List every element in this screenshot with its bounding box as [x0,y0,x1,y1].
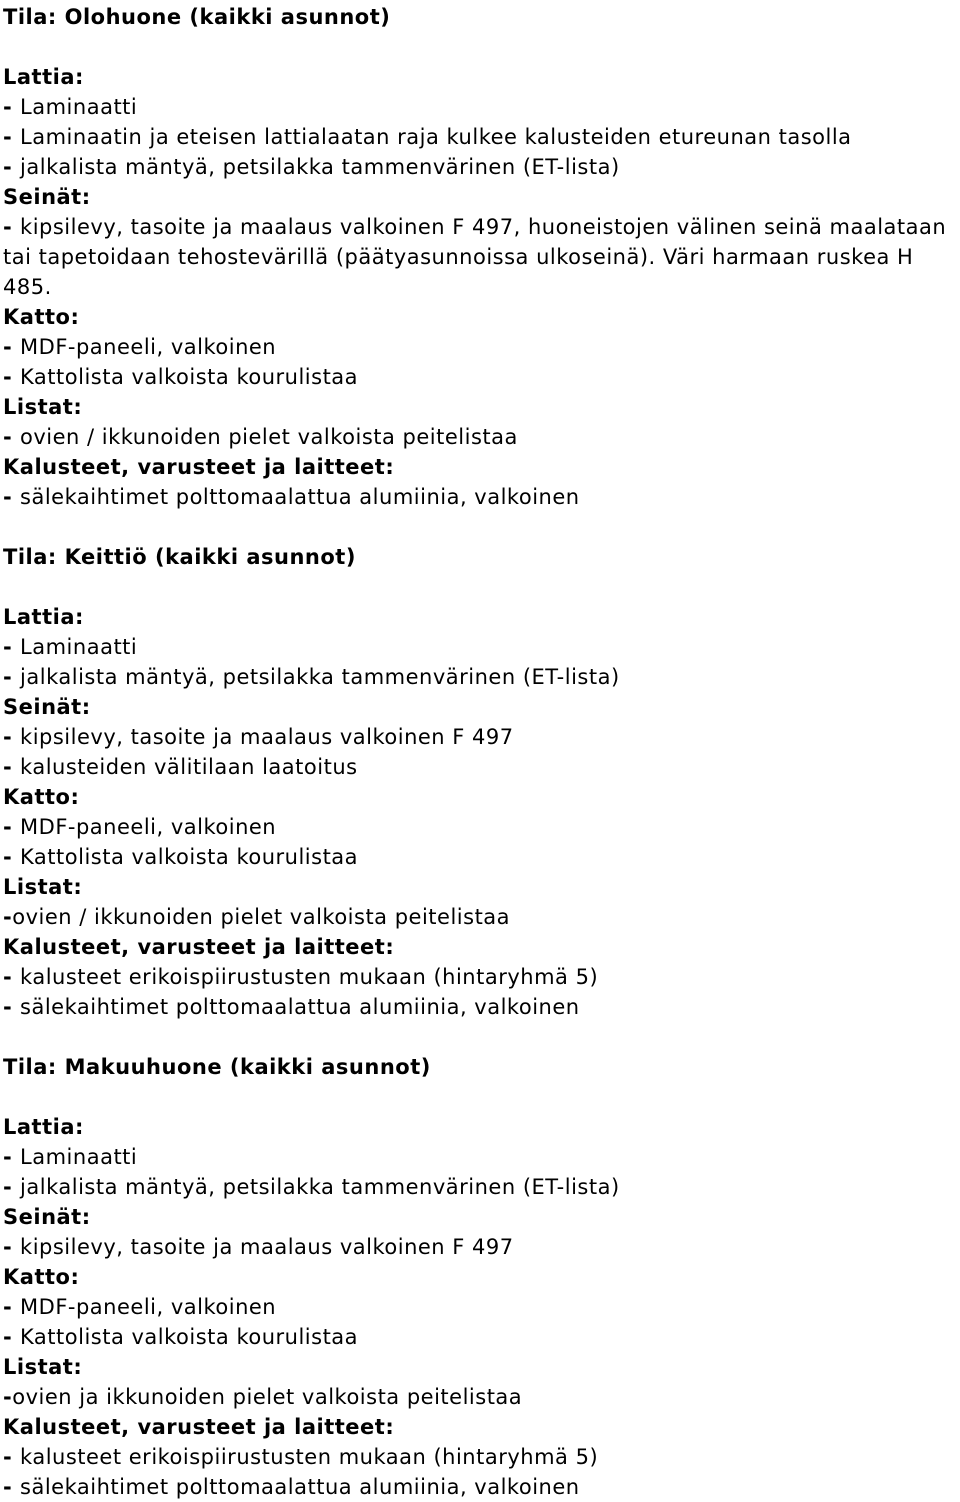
spec-item [3,1382,960,1412]
item-dash: - [3,125,21,149]
item-text: kipsilevy, tasoite ja maalaus valkoinen F 497 [20,725,514,749]
group-heading: Katto: [3,305,80,329]
item-text: Laminaatin ja eteisen lattialaatan raja kulkee kalusteiden etureunan tasolla [20,125,852,149]
spec-item [3,632,960,662]
spec-item [3,362,960,392]
item-text: kipsilevy, tasoite ja maalaus valkoinen F 497 [20,1235,514,1259]
spec-item [3,812,960,842]
spec-item [3,1142,960,1172]
group-heading: Seinät: [3,695,91,719]
spec-item [3,842,960,872]
item-text: ovien / ikkunoiden pielet valkoista peitelistaa [12,905,511,929]
item-dash: - [3,755,21,779]
item-text: kipsilevy, tasoite ja maalaus valkoinen F 497, huoneistojen välinen seinä maalataan tai tapetoidaan tehostevärillä (päätyasunnoissa ulkoseinä). Väri harmaan ruskea H 485. [3,215,954,299]
group-heading: Kalusteet, varusteet ja laitteet: [3,1415,395,1439]
item-text: sälekaihtimet polttomaalattua alumiinia, valkoinen [20,485,580,509]
item-dash: - [3,1445,21,1469]
item-dash: - [3,215,21,239]
spec-item [3,482,960,512]
item-text: jalkalista mäntyä, petsilakka tammenvärinen (ET-lista) [20,665,620,689]
spec-item [3,1292,960,1322]
group-heading: Lattia: [3,605,84,629]
item-dash: - [3,335,21,359]
group-heading: Katto: [3,785,80,809]
spec-item [3,1442,960,1472]
room-title-name: Keittiö (kaikki asunnot) [56,545,356,569]
room-section [3,1052,960,1502]
room-section [3,542,960,1022]
item-dash: - [3,1235,21,1259]
room-title [3,2,960,32]
group-heading: Kalusteet, varusteet ja laitteet: [3,935,395,959]
group-heading: Listat: [3,875,83,899]
group-heading: Seinät: [3,185,91,209]
item-text: kalusteiden välitilaan laatoitus [20,755,358,779]
item-dash: - [3,725,21,749]
spec-item [3,992,960,1022]
item-text: Kattolista valkoista kourulistaa [20,365,359,389]
item-text: Laminaatti [20,95,138,119]
item-dash: - [3,485,21,509]
spec-item [3,152,960,182]
item-text: ovien ja ikkunoiden pielet valkoista peitelistaa [12,1385,523,1409]
item-dash: - [3,1295,21,1319]
spec-item [3,752,960,782]
item-dash: - [3,965,21,989]
spec-item [3,1232,960,1262]
item-dash: - [3,425,21,449]
item-text: jalkalista mäntyä, petsilakka tammenvärinen (ET-lista) [20,1175,620,1199]
item-text: ovien / ikkunoiden pielet valkoista peitelistaa [20,425,518,449]
item-dash: - [3,155,21,179]
item-text: MDF-paneeli, valkoinen [20,335,277,359]
group-heading: Kalusteet, varusteet ja laitteet: [3,455,395,479]
item-dash: - [3,1385,13,1409]
item-dash: - [3,1145,21,1169]
item-dash: - [3,845,21,869]
spec-item [3,422,960,452]
group-heading: Lattia: [3,65,84,89]
group-heading: Katto: [3,1265,80,1289]
item-text: Kattolista valkoista kourulistaa [20,1325,359,1349]
item-dash: - [3,635,21,659]
room-title [3,542,960,572]
item-dash: - [3,905,13,929]
item-dash: - [3,665,21,689]
group-heading: Lattia: [3,1115,84,1139]
spec-item [3,1172,960,1202]
room-title [3,1052,960,1082]
item-dash: - [3,815,21,839]
item-text: Laminaatti [20,1145,138,1169]
item-text: kalusteet erikoispiirustusten mukaan (hintaryhmä 5) [20,1445,599,1469]
room-title-name: Makuuhuone (kaikki asunnot) [56,1055,431,1079]
spec-item [3,722,960,752]
item-dash: - [3,1175,21,1199]
item-dash: - [3,1325,21,1349]
item-dash: - [3,995,21,1019]
item-text: sälekaihtimet polttomaalattua alumiinia, valkoinen [20,995,580,1019]
spec-item [3,1472,960,1502]
item-text: sälekaihtimet polttomaalattua alumiinia, valkoinen [20,1475,580,1499]
item-text: MDF-paneeli, valkoinen [20,1295,277,1319]
group-heading: Listat: [3,395,83,419]
item-dash: - [3,1475,21,1499]
item-text: Kattolista valkoista kourulistaa [20,845,359,869]
spec-item [3,1322,960,1352]
group-heading: Listat: [3,1355,83,1379]
item-dash: - [3,365,21,389]
spec-item [3,122,960,152]
item-text: MDF-paneeli, valkoinen [20,815,277,839]
spec-item [3,962,960,992]
item-text: jalkalista mäntyä, petsilakka tammenvärinen (ET-lista) [20,155,620,179]
room-title-name: Olohuone (kaikki asunnot) [56,5,391,29]
room-title-prefix: Tila: [3,5,57,29]
room-section [3,2,960,512]
item-dash: - [3,95,21,119]
spec-item [3,212,960,302]
spec-item [3,332,960,362]
room-title-prefix: Tila: [3,545,57,569]
group-heading: Seinät: [3,1205,91,1229]
spec-item [3,92,960,122]
spec-item [3,662,960,692]
room-title-prefix: Tila: [3,1055,57,1079]
item-text: Laminaatti [20,635,138,659]
spec-item [3,902,960,932]
item-text: kalusteet erikoispiirustusten mukaan (hintaryhmä 5) [20,965,599,989]
